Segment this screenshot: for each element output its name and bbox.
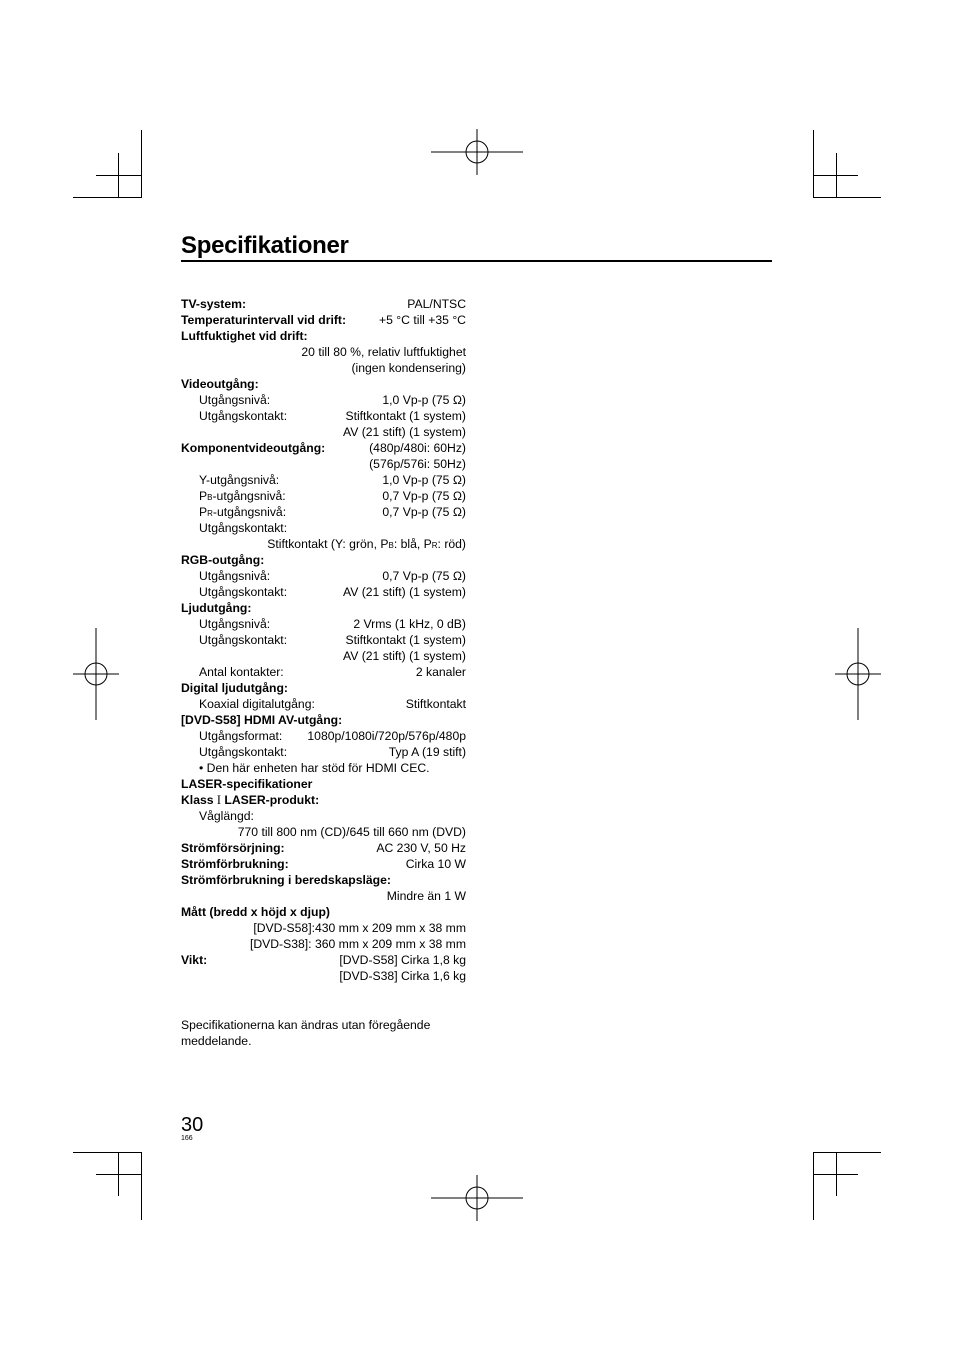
spec-row [181,920,466,936]
spec-row [181,392,466,408]
page-title: Specifikationer [181,232,349,259]
spec-value: Stiftkontakt [405,697,466,711]
crop-mark [813,1152,881,1153]
spec-value-part: : röd) [437,537,466,551]
spec-value: AV (21 stift) (1 system) [342,425,466,439]
spec-label: Utgångskontakt: [199,409,288,423]
spec-value: AC 230 V, 50 Hz [376,841,466,855]
spec-value: 770 till 800 nm (CD)/645 till 660 nm (DVD) [237,825,466,839]
spec-row [181,584,466,600]
spec-heading: [DVD-S58] HDMI AV-utgång: [181,713,343,727]
specification-note: Specifikationerna kan ändras utan föregående meddelande. [181,1018,431,1048]
spec-row [181,536,466,552]
spec-row [181,968,466,984]
crop-mark [141,1152,142,1220]
spec-label-subscript: R [207,509,213,518]
spec-value: 0,7 Vp-p (75 Ω) [382,505,466,519]
spec-heading-roman: I [216,793,221,807]
spec-row [181,792,466,808]
spec-label: Temperaturintervall vid drift: [181,313,347,327]
spec-value: +5 °C till +35 °C [379,313,466,327]
spec-value: Typ A (19 stift) [388,745,466,759]
spec-label-part: P [199,489,208,503]
spec-row [181,424,466,440]
spec-row [181,568,466,584]
spec-value-subscript: R [431,541,438,550]
spec-row [181,808,466,824]
registration-mark [73,628,119,720]
spec-label: Utgångsnivå: [199,617,271,631]
spec-value: 1,0 Vp-p (75 Ω) [382,393,466,407]
spec-label: Utgångskontakt: [199,633,288,647]
spec-row [181,744,466,760]
spec-row [181,712,466,728]
spec-row [181,440,466,456]
spec-note: • Den här enheten har stöd för HDMI CEC. [199,761,430,775]
spec-value: AV (21 stift) (1 system) [342,649,466,663]
registration-mark [835,628,881,720]
spec-heading: RGB-outgång: [181,553,265,567]
spec-row [181,488,466,504]
crop-mark [813,1174,858,1175]
crop-mark [141,130,142,198]
spec-label: Utgångsnivå: [199,393,271,407]
spec-label: Strömförbrukning: [181,857,289,871]
spec-value: 20 till 80 %, relativ luftfuktighet [301,345,466,359]
spec-row [181,312,466,328]
spec-row [181,824,466,840]
spec-heading: Komponentvideoutgång: [181,441,326,455]
spec-value: (480p/480i: 60Hz) [369,441,466,455]
page-code: 166 [181,1135,193,1142]
crop-mark [813,130,814,198]
spec-label [199,504,286,520]
spec-value: (ingen kondensering) [351,361,466,375]
spec-label: Utgångsnivå: [199,569,271,583]
spec-value: Mindre än 1 W [386,889,466,903]
spec-row [181,648,466,664]
page-number: 30 [181,1114,204,1136]
spec-value: 0,7 Vp-p (75 Ω) [382,489,466,503]
spec-row [181,936,466,952]
spec-row [181,360,466,376]
spec-list [181,296,466,984]
spec-value-subscript: B [388,541,394,550]
spec-value [267,536,466,552]
spec-label-part: -utgångsnivå: [212,489,286,503]
spec-row [181,904,466,920]
crop-mark [73,1152,141,1153]
spec-row [181,408,466,424]
spec-row [181,840,466,856]
spec-label: TV-system: [181,297,247,311]
spec-row [181,888,466,904]
spec-label-part: -utgångsnivå: [212,505,287,519]
spec-label: Våglängd: [199,809,254,823]
spec-value: Cirka 10 W [405,857,466,871]
spec-value-part: : blå, P [393,537,432,551]
spec-row [181,872,466,888]
spec-value: PAL/NTSC [407,297,466,311]
spec-row [181,696,466,712]
spec-label: Utgångsformat: [199,729,283,743]
spec-row [181,664,466,680]
registration-mark [431,1175,523,1221]
spec-row [181,760,466,776]
spec-label: Luftfuktighet vid drift: [181,329,308,343]
spec-value-part: Stiftkontakt (Y: grön, P [267,537,389,551]
spec-row [181,856,466,872]
spec-heading: Digital ljudutgång: [181,681,288,695]
spec-row [181,600,466,616]
spec-label: Utgångskontakt: [199,521,288,535]
spec-row [181,552,466,568]
spec-label [199,488,286,504]
spec-label: Strömförbrukning i beredskapsläge: [181,873,391,887]
spec-row [181,344,466,360]
spec-row [181,456,466,472]
spec-label: Mått (bredd x höjd x djup) [181,905,330,919]
spec-row [181,472,466,488]
spec-row [181,952,466,968]
spec-heading: Videoutgång: [181,377,259,391]
spec-value: 1,0 Vp-p (75 Ω) [382,473,466,487]
spec-value: Stiftkontakt (1 system) [345,409,466,423]
spec-heading-part: LASER-produkt: [220,793,320,807]
spec-row [181,504,466,520]
spec-label: Utgångskontakt: [199,745,288,759]
spec-heading-part: Klass [181,793,217,807]
spec-label: Y-utgångsnivå: [199,473,280,487]
spec-value: [DVD-S58] Cirka 1,8 kg [339,953,466,967]
spec-value: [DVD-S38] Cirka 1,6 kg [339,969,466,983]
spec-value: 1080p/1080i/720p/576p/480p [307,729,466,743]
spec-row [181,776,466,792]
crop-mark [73,197,141,198]
crop-mark [96,175,141,176]
spec-label: Vikt: [181,953,208,967]
spec-row [181,728,466,744]
spec-row [181,328,466,344]
spec-value: Stiftkontakt (1 system) [345,633,466,647]
spec-row [181,296,466,312]
spec-label: Strömförsörjning: [181,841,285,855]
spec-label: Koaxial digitalutgång: [199,697,315,711]
spec-heading [181,792,319,808]
spec-value: [DVD-S38]: 360 mm x 209 mm x 38 mm [249,937,466,951]
spec-row [181,632,466,648]
spec-label-part: P [199,505,208,519]
spec-label: Antal kontakter: [199,665,284,679]
crop-mark [813,197,881,198]
crop-mark [813,1152,814,1220]
spec-value: 2 kanaler [415,665,466,679]
spec-value: 0,7 Vp-p (75 Ω) [382,569,466,583]
spec-value: (576p/576i: 50Hz) [369,457,466,471]
crop-mark [96,1174,141,1175]
spec-row [181,680,466,696]
spec-heading: LASER-specifikationer [181,777,313,791]
registration-mark [431,129,523,175]
title-rule [181,260,772,262]
spec-value: 2 Vrms (1 kHz, 0 dB) [353,617,466,631]
crop-mark [813,175,858,176]
spec-value: [DVD-S58]:430 mm x 209 mm x 38 mm [253,921,466,935]
spec-heading: Ljudutgång: [181,601,252,615]
spec-row [181,616,466,632]
spec-label: Utgångskontakt: [199,585,288,599]
spec-row [181,520,466,536]
spec-row [181,376,466,392]
spec-value: AV (21 stift) (1 system) [342,585,466,599]
spec-label-subscript: B [207,493,213,502]
